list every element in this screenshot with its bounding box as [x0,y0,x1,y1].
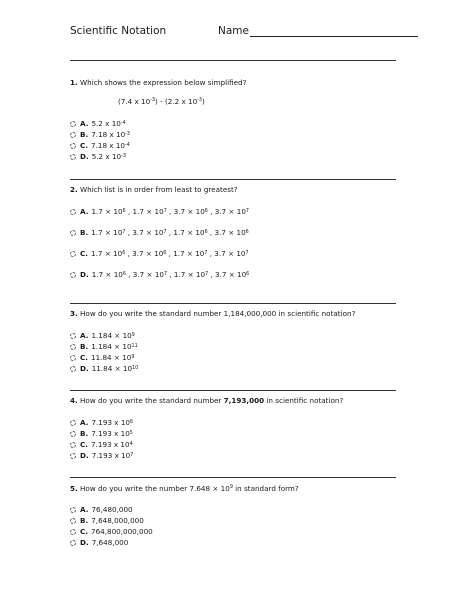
name-underline [250,25,418,37]
radio-button[interactable] [70,507,76,513]
question-1-expression: (7.4 x $10^{-3}) - (2.2$ x $10^{-3}$) [118,97,205,106]
divider [70,60,396,61]
q2-option-d[interactable]: D. 1.7 × 10 6 , 3.7 × 10 7 , 1.7 × 10 7 , 3.7 × 10 6 [70,270,249,279]
q3-option-d[interactable]: D. 11.84 × 10 10 [70,364,138,373]
radio-button[interactable] [70,453,76,459]
radio-button[interactable] [70,143,76,149]
radio-button[interactable] [70,518,76,524]
radio-button[interactable] [70,529,76,535]
name-field[interactable] [218,25,418,37]
q1-option-d[interactable]: D. 5.2 x 10 -3 [70,152,126,161]
q5-option-d[interactable]: D. 7,648,000 [70,538,128,547]
q2-option-b[interactable]: B. 1.7 × 10 7 , 3.7 × 10 7 , 1.7 × 10 6 , 3.7 × 10 6 [70,228,249,237]
q1-option-c[interactable]: C. 7.18 x 10 -4 [70,141,130,150]
radio-button[interactable] [70,132,76,138]
divider [70,390,396,391]
radio-button[interactable] [70,272,76,278]
radio-button[interactable] [70,121,76,127]
radio-button[interactable] [70,366,76,372]
question-3-text: 3. How do you write the standard number 1,184,000,000 in scientific notation? [70,309,356,318]
name-label: Name [218,25,249,37]
q4-option-d[interactable]: D. 7.193 x 10 7 [70,451,133,460]
radio-button[interactable] [70,154,76,160]
radio-button[interactable] [70,431,76,437]
q4-option-a[interactable]: A. 7.193 x 10 6 [70,418,133,427]
q3-option-b[interactable]: B. 1.184 × 10 11 [70,342,138,351]
divider [70,179,396,180]
question-2-text: 2. Which list is in order from least to greatest? [70,185,238,194]
q2-option-c[interactable]: C. 1.7 × 10 6 , 3.7 × 10 6 , 1.7 × 10 7 , 3.7 × 10 7 [70,249,249,258]
question-5-text: 5. How do you write the number $7.648 \times 10^9$ in standard form? [70,484,299,493]
divider [70,477,396,478]
question-4-text: 4. How do you write the standard number 7,193,000 in scientific notation? [70,396,344,405]
q1-option-a[interactable]: A. 5.2 x 10 -4 [70,119,126,128]
radio-button[interactable] [70,442,76,448]
q1-option-b[interactable]: B. 7.18 x 10 -3 [70,130,130,139]
radio-button[interactable] [70,355,76,361]
q4-option-b[interactable]: B. 7.193 x 10 5 [70,429,133,438]
radio-button[interactable] [70,251,76,257]
radio-button[interactable] [70,333,76,339]
q4-option-c[interactable]: C. 7.193 x 10 4 [70,440,133,449]
q5-option-b[interactable]: B. 7,648,000,000 [70,516,144,525]
divider [70,303,396,304]
worksheet-title: Scientific Notation [70,25,167,37]
radio-button[interactable] [70,344,76,350]
q3-option-a[interactable]: A. 1.184 × 10 9 [70,331,135,340]
radio-button[interactable] [70,540,76,546]
radio-button[interactable] [70,420,76,426]
q5-option-c[interactable]: C. 764,800,000,000 [70,527,153,536]
q2-option-a[interactable]: A. 1.7 × 10 6 , 1.7 × 10 7 , 3.7 × 10 6 , 3.7 × 10 7 [70,207,249,216]
radio-button[interactable] [70,230,76,236]
radio-button[interactable] [70,209,76,215]
q5-option-a[interactable]: A. 76,480,000 [70,505,133,514]
question-1-text: 1. Which shows the expression below simplified? [70,78,247,87]
q3-option-c[interactable]: C. 11.84 × 10 9 [70,353,134,362]
